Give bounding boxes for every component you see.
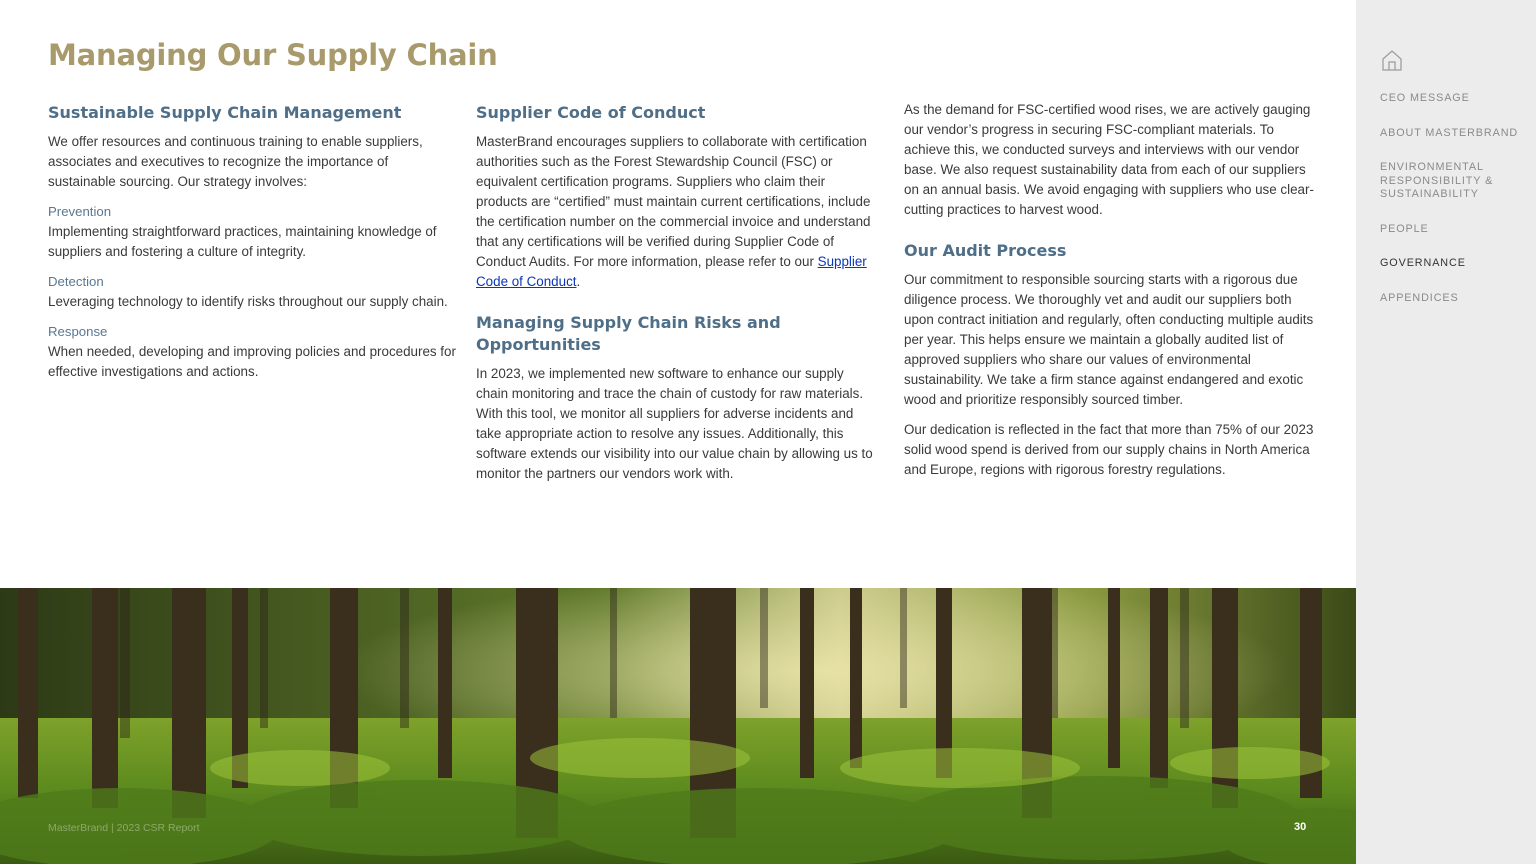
nav-item-appendices[interactable]: APPENDICES xyxy=(1380,291,1459,304)
paragraph-dedication: Our dedication is reflected in the fact that more than 75% of our 2023 solid wood spend is derived from our supply chains in North America and Europe, regions with rigorous forestry regulations. xyxy=(904,422,1314,477)
heading-audit-process: Our Audit Process xyxy=(904,241,1067,260)
paragraph-audit-process: Our commitment to responsible sourcing starts with a rigorous due diligence process. We thoroughly vet and audit our suppliers both upon contract initiation and regularly, often conducting multiple audits per year. This helps ensure we maintain a globally audited list of approved suppliers who share our values of environmental sustainability. We take a firm stance against endangered and exotic wood and prioritize responsibly sourced timber. xyxy=(904,272,1314,407)
heading-risks-opportunities: Managing Supply Chain Risks and Opportunities xyxy=(476,313,781,354)
text-prevention: Implementing straightforward practices, maintaining knowledge of suppliers and fostering a culture of integrity. xyxy=(48,224,437,259)
sidebar-nav xyxy=(1356,0,1536,864)
label-prevention: Prevention xyxy=(48,204,112,219)
heading-supplier-code-of-conduct: Supplier Code of Conduct xyxy=(476,103,706,122)
text-response: When needed, developing and improving policies and procedures for effective investigations and actions. xyxy=(48,344,456,379)
nav-item-environmental-responsibility[interactable]: ENVIRONMENTAL RESPONSIBILITY & SUSTAINABILITY xyxy=(1380,161,1494,200)
column-supply-chain-management xyxy=(48,100,456,392)
paragraph-risks-opportunities: In 2023, we implemented new software to enhance our supply chain monitoring and trace the chain of custody for raw materials. With this tool, we monitor all suppliers for adverse incidents and take appropriate action to resolve any issues. Additionally, this software extends our visibility into our value chain by allowing us to monitor the partners our vendors work with. xyxy=(476,366,873,481)
nav-list xyxy=(1380,92,1530,326)
text-detection: Leveraging technology to identify risks throughout our supply chain. xyxy=(48,294,448,309)
heading-sustainable-supply-chain: Sustainable Supply Chain Management xyxy=(48,103,402,122)
label-response: Response xyxy=(48,324,108,339)
column-supplier-code xyxy=(476,100,874,494)
home-icon[interactable] xyxy=(1380,48,1404,72)
intro-paragraph: We offer resources and continuous training to enable suppliers, associates and executives to recognize the importance of sustainable sourcing. Our strategy involves: xyxy=(48,134,423,189)
page-title: Managing Our Supply Chain xyxy=(48,38,498,72)
nav-item-people[interactable]: PEOPLE xyxy=(1380,222,1429,235)
page-number: 30 xyxy=(1294,821,1307,833)
forest-photo xyxy=(0,588,1356,864)
column-audit xyxy=(904,100,1314,490)
paragraph-supplier-code-text: MasterBrand encourages suppliers to collaborate with certification authorities such as the Forest Stewardship Council (FSC) or equivalent certification programs. Suppliers who claim their products are “certified” must maintain current certifications, include the certification number on the commercial invoice and understand that any certifications will be verified during Supplier Code of Conduct Audits. For more information, please refer to our xyxy=(476,134,871,269)
paragraph-fsc-demand: As the demand for FSC-certified wood rises, we are actively gauging our vendor’s progress in securing FSC-compliant materials. To achieve this, we conducted surveys and interviews with our vendor base. We also request sustainability data from each of our suppliers on an annual basis. We avoid engaging with suppliers who use clear-cutting practices to harvest wood. xyxy=(904,102,1314,217)
footer-report-label: MasterBrand | 2023 CSR Report xyxy=(48,822,200,834)
nav-item-about-masterbrand[interactable]: ABOUT MASTERBRAND xyxy=(1380,126,1519,139)
label-detection: Detection xyxy=(48,274,104,289)
paragraph-supplier-code xyxy=(476,132,874,292)
paragraph-end-period: . xyxy=(576,274,581,289)
supplier-code-of-conduct-link[interactable]: Supplier Code of Conduct xyxy=(476,254,867,289)
nav-item-governance[interactable]: GOVERNANCE xyxy=(1380,257,1466,269)
nav-item-ceo-message[interactable]: CEO MESSAGE xyxy=(1380,92,1470,104)
